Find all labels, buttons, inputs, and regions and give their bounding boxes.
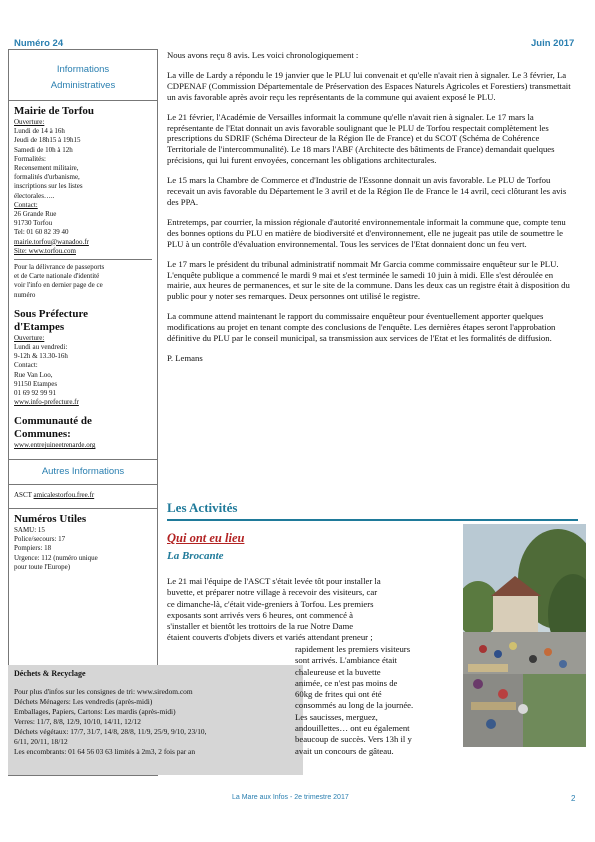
activites-heading: Les Activités	[167, 500, 578, 521]
brocante-heading: La Brocante	[167, 550, 224, 562]
main-article	[167, 50, 577, 373]
dechets-box	[8, 665, 303, 775]
autres-block: ASCT amicalestorfou.free.fr	[14, 490, 95, 499]
dechets-line: Verres: 11/7, 8/8, 12/9, 10/10, 14/11, 12/12	[14, 717, 141, 726]
dechets-line: Pour plus d'infos sur les consignes de tri: www.siredom.com	[14, 687, 193, 696]
paragraph: Le 15 mars la Chambre de Commerce et d'Industrie de l'Essonne donnait un avis favorable. Le PLU de Torfou recevait un avis favorable du Département le 3 avril et de la Région Ile de France le 14 avril, ceci clôturant les avis des PPA.	[167, 175, 567, 207]
autres-heading: Autres Informations	[41, 465, 125, 477]
dechets-line: Les encombrants: 01 64 56 03 63 limités à 2m3, 2 fois par an	[14, 747, 196, 756]
paragraph: Nous avons reçu 8 avis. Les voici chronologiquement :	[167, 50, 359, 60]
issue-date: Juin 2017	[531, 38, 575, 49]
mairie-site-link[interactable]: Site: www.torfou.com	[14, 246, 76, 255]
paragraph: Le 17 mars le président du tribunal administratif nommait Mr Garcia comme commissaire enquêteur sur le PLU. L'enquête publique a commencé le mardi 9 mai et s'est terminée le samedi 10 juin à midi. Elle s'est déroulée en mairie, aux heures de permanences, et sur le site de la commune. Dans les deux cas un registre était à disposition du public pour y noter ses remarques. Deux personnes ont utilisé le registre.	[167, 258, 570, 302]
page-number: 2	[571, 794, 576, 803]
communaute-site-link[interactable]: www.entrejuineetrenarde.org	[14, 441, 96, 450]
dechets-line: Emballages, Papiers, Cartons: Les mardis (après-midi)	[14, 707, 176, 716]
asct-site-link[interactable]: amicalestorfou.free.fr	[33, 490, 95, 499]
paragraph: Le 21 février, l'Académie de Versailles informait la commune qu'elle n'avait rien à signaler. Le 17 mars la représentante de l'Etat donnait un avis favorable soulignant que le PLU de Torfou respectait complètement les prescriptions du SDRIF (Schéma Directeur de la Région Ile de France) et du SCOT (Schéma de Cohérence Territoriale de l'intercommunalité). Le 18 mars l'ABF (Architecte des bâtiments de France) demandait quelques précisions, qui lui furent envoyées, concernant les obligations architecturales.	[167, 111, 555, 166]
brocante-article-top: Le 21 mai l'équipe de l'ASCT s'était levée tôt pour installer la buvette, et préparer notre village à recevoir des visiteurs, car ce dimanche-là, c'était vide-greniers à Torfou. Les premiers exposants sont arrivés vers 6 heures, ont commencé à s'installer et bientôt les trottoirs de la rue Notre Dame étaient couverts d'objets divers et variés attendant preneur ;	[167, 576, 381, 643]
author-signature: P. Lemans	[167, 352, 203, 363]
mairie-block: Mairie de Torfou Ouverture: Lundi de 14 à 16h Jeudi de 18h15 à 19h15 Samedi de 10h à 12h Formalités: Recensement militaire, formalités d'urbanisme, inscriptions sur les listes électorales….. Contact: 26 Grande Rue 91730 Torfou Tel: 01 60 82 39 40 mairie.torfou@wanadoo.fr Site: www.torfou.com Pour la délivrance de passeports et de Carte nationale d'identité voir l'info en dernier page de ce numéro	[9, 101, 157, 300]
dechets-line: 6/11, 20/11, 18/12	[14, 737, 68, 746]
prefecture-heading: Sous Préfecture	[14, 307, 89, 320]
issue-number: Numéro 24	[14, 38, 64, 49]
brocante-article-bottom: rapidement les premiers visiteurs sont arrivés. L'ambiance était chaleureuse et la buvette animée, ce n'est pas moins de 60kg de frites qui ont été consommés au long de la journée. Les saucisses, merguez, andouillettes… ont eu également beaucoup de succès. Vers 13h il y avait un concours de gâteau.	[295, 644, 414, 756]
numeros-block: Numéros Utiles SAMU: 15 Police/secours: 17 Pompiers: 18 Urgence: 112 (numéro unique pour toute l'Europe)	[9, 509, 157, 572]
mairie-email-link[interactable]: mairie.torfou@wanadoo.fr	[14, 237, 89, 246]
communaute-block: Communauté de Communes: www.entrejuineetrenarde.org	[9, 407, 157, 450]
footer-publication: La Mare aux Infos - 2e trimestre 2017	[232, 794, 349, 801]
dechets-heading: Déchets & Recyclage	[14, 669, 86, 678]
numeros-heading: Numéros Utiles	[14, 512, 87, 525]
paragraph: La commune attend maintenant le rapport du commissaire enquêteur pour éventuellement apporter quelques modifications au projet en tenant compte des conclusions de l'enquête. Les dernières étapes seront l'approbation définitive du PLU par le conseil municipal, sa transmission aux services de l'Etat et les formalités de diffusion.	[167, 311, 556, 344]
brocante-photo	[463, 524, 586, 747]
sidebar-title: Informations Administratives	[50, 64, 116, 91]
dechets-line: Déchets Ménagers: Les vendredis (après-midi)	[14, 697, 153, 706]
paragraph: Entretemps, par courrier, la mission régionale d'autorité environnementale informait la commune que, compte tenu des bonnes options du PLU en matière de biodiversité et d'environnement, elle ne jugeait pas utile de soumettre le PLU à un contrôle d'évaluation environnemental. Tous les services de l'Etat donnaient donc un feu vert.	[167, 216, 566, 249]
communaute-heading: Communauté de	[14, 415, 92, 428]
dechets-line: Déchets végétaux: 17/7, 31/7, 14/8, 28/8, 11/9, 25/9, 9/10, 23/10,	[14, 727, 207, 736]
activites-subheading: Qui ont eu lieu	[167, 531, 245, 545]
prefecture-site-link[interactable]: www.info-prefecture.fr	[14, 398, 79, 407]
mairie-heading: Mairie de Torfou	[14, 105, 95, 117]
paragraph: La ville de Lardy a répondu le 19 janvier que le PLU lui convenait et qu'elle n'avait rien à signaler. Le 3 février, La CDPENAF (Commission Départementale de Préservation des Espaces Naturels Agricoles et Forestiers) transmettait un avis favorable après avoir reçu les représentants de la commune qui avaient exposé le PLU.	[167, 69, 571, 102]
prefecture-block: Sous Préfecture d'Etampes Ouverture: Lundi au vendredi: 9-12h & 13.30-16h Contact: Rue Van Loo, 91150 Etampes 01 69 92 99 91 www.info-prefecture.fr	[9, 300, 157, 408]
